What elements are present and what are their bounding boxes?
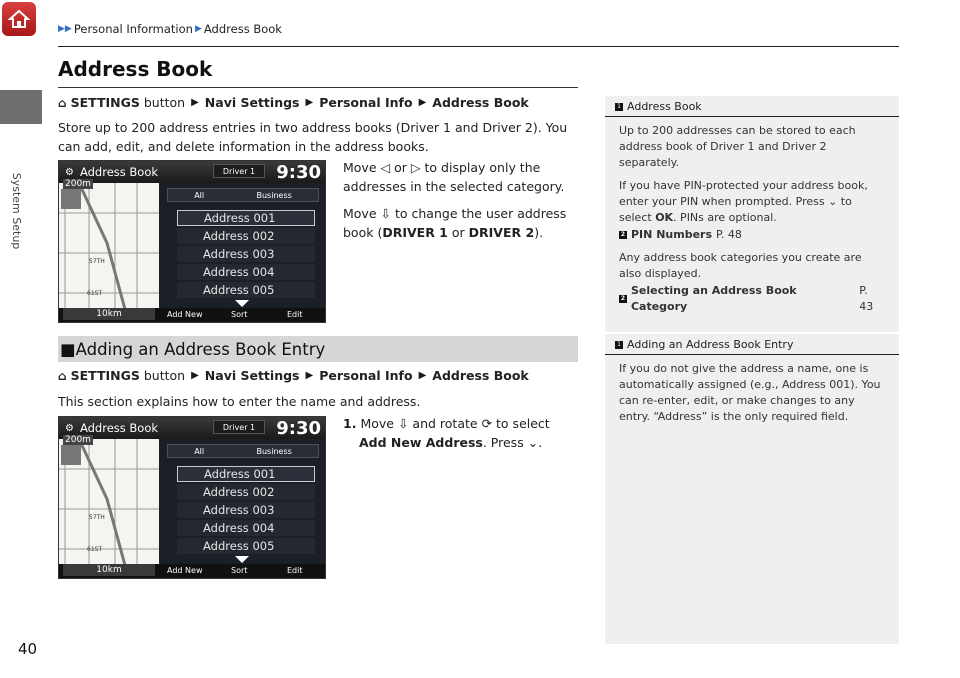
- screen-title: Address Book: [79, 165, 159, 179]
- path-arrow-icon: ▶: [418, 97, 427, 108]
- section-paragraph: This section explains how to enter the name and address.: [58, 394, 421, 409]
- cross-reference[interactable]: 2 PIN Numbers P. 48: [620, 228, 742, 241]
- gear-icon: ⚙: [65, 422, 74, 434]
- add-new-button[interactable]: Add New: [167, 566, 203, 575]
- joystick-icon: ⇩: [397, 416, 409, 431]
- list-item[interactable]: Address 005: [177, 538, 315, 554]
- path-step: Address Book: [432, 368, 529, 383]
- home-icon[interactable]: [2, 2, 36, 36]
- page-title: Address Book: [58, 57, 213, 81]
- sort-button[interactable]: Sort: [231, 566, 248, 575]
- path-arrow-icon: ▶: [191, 97, 199, 108]
- path-step: Navi Settings: [204, 368, 300, 383]
- screen-header: [59, 161, 325, 183]
- list-item[interactable]: Address 005: [177, 282, 315, 298]
- zoom-badge: 200m: [65, 435, 91, 445]
- chapter-tab: [0, 90, 42, 124]
- title-divider: [58, 87, 578, 88]
- tab-business[interactable]: Business: [256, 446, 292, 456]
- map-label: 57TH: [89, 258, 105, 265]
- sort-button[interactable]: Sort: [231, 310, 248, 319]
- tab-business[interactable]: Business: [256, 190, 292, 200]
- gear-icon: ⚙: [65, 166, 74, 178]
- list-item[interactable]: Address 003: [177, 502, 315, 518]
- address-list-panel: [159, 439, 326, 579]
- list-item[interactable]: Address 001: [177, 210, 315, 226]
- list-item[interactable]: Address 003: [177, 246, 315, 262]
- list-item[interactable]: Address 002: [177, 484, 315, 500]
- edit-button[interactable]: Edit: [287, 566, 303, 575]
- zoom-badge: 200m: [65, 179, 91, 189]
- path-arrow-icon: ▶: [418, 370, 427, 381]
- joystick-icon: ⇩: [380, 206, 391, 221]
- category-tabs[interactable]: [167, 444, 319, 458]
- home-button-icon: ⌂: [58, 368, 67, 383]
- section-bullet-icon: ■: [60, 339, 76, 359]
- tab-all[interactable]: All: [194, 190, 205, 200]
- ref-icon: 2: [620, 295, 626, 302]
- path-arrow-icon: ▶: [305, 370, 314, 381]
- section-header: [58, 336, 578, 362]
- header-divider: [58, 46, 899, 47]
- map-label: 61ST: [87, 290, 103, 297]
- address-list-panel: [159, 183, 326, 323]
- left-icon: ◁: [380, 160, 391, 175]
- right-icon: ▷: [410, 160, 421, 175]
- add-new-button[interactable]: Add New: [167, 310, 203, 319]
- edit-button[interactable]: Edit: [287, 310, 303, 319]
- clock: 9:30: [276, 162, 321, 183]
- instruction-1: Move ◁ or ▷ to display only the addresses in the selected category. Move ⇩ to change the user address book (DRIVER 1 or DRIVER 2).: [343, 160, 567, 240]
- list-item[interactable]: Address 004: [177, 264, 315, 280]
- list-item[interactable]: Address 004: [177, 520, 315, 536]
- map-scale: 10km: [63, 308, 155, 320]
- map-view: [59, 439, 159, 579]
- screen-toolbar: [59, 308, 325, 322]
- breadcrumb-item[interactable]: Address Book: [203, 22, 282, 36]
- note-text: Any address book categories you create are also displayed.: [619, 251, 862, 280]
- note-text: If you do not give the address a name, one is automatically assigned (e.g., Address 001). You can re-enter, edit, or make changes to any entry. “Address” is the only required field.: [619, 362, 881, 423]
- path-step: Personal Info: [319, 95, 413, 110]
- note-text: Up to 200 addresses can be stored to each address book of Driver 1 and Driver 2 separately.: [619, 124, 856, 169]
- section-title: Adding an Address Book Entry: [75, 339, 326, 359]
- scroll-down-icon[interactable]: [235, 556, 249, 563]
- map-label: 57TH: [89, 514, 105, 521]
- driver-badge: Driver 1: [213, 420, 265, 434]
- tab-all[interactable]: All: [194, 446, 205, 456]
- path-arrow-icon: ▶: [305, 97, 314, 108]
- menu-path: [58, 95, 529, 110]
- screen-header: [59, 417, 325, 439]
- map-label: 61ST: [87, 546, 103, 553]
- chapter-label: System Setup: [10, 172, 24, 250]
- cross-reference[interactable]: 2 Selecting an Address Book Category P. 43: [620, 284, 874, 313]
- map-view: [59, 183, 159, 323]
- list-item[interactable]: Address 001: [177, 466, 315, 482]
- menu-path: [58, 368, 529, 383]
- note-text: If you have PIN-protected your address book, enter your PIN when prompted. Press ⌄ to select OK. PINs are optional.: [619, 179, 868, 224]
- note-header: 1 Adding an Address Book Entry: [605, 334, 899, 355]
- nav-screenshot-2: [58, 416, 326, 579]
- driver-badge: Driver 1: [213, 164, 265, 178]
- step-1: 1. Move ⇩ and rotate ⟳ to select Add New Address. Press ⌄.: [343, 416, 550, 450]
- path-settings: SETTINGS: [70, 95, 140, 110]
- sidebar-note-adding-entry: [605, 334, 899, 644]
- scroll-down-icon[interactable]: [235, 300, 249, 307]
- note-header: 1 Address Book: [605, 96, 899, 117]
- path-step: Personal Info: [319, 368, 413, 383]
- path-arrow-icon: ▶: [191, 370, 199, 381]
- path-step: Address Book: [432, 95, 529, 110]
- path-button-word: button: [143, 95, 186, 110]
- note-icon: 1: [615, 341, 623, 349]
- note-icon: 1: [615, 103, 623, 111]
- clock: 9:30: [276, 418, 321, 439]
- screen-title: Address Book: [79, 421, 159, 435]
- path-button-word: button: [143, 368, 186, 383]
- sidebar-note-address-book: [605, 96, 899, 332]
- breadcrumb-arrow-icon: ▶▶: [58, 24, 72, 34]
- home-button-icon: ⌂: [58, 95, 67, 110]
- path-settings: SETTINGS: [70, 368, 140, 383]
- ref-icon: 2: [620, 231, 626, 238]
- breadcrumb-item[interactable]: Personal Information: [73, 22, 193, 36]
- nav-screenshot-1: [58, 160, 326, 323]
- list-item[interactable]: Address 002: [177, 228, 315, 244]
- category-tabs[interactable]: [167, 188, 319, 202]
- path-step: Navi Settings: [204, 95, 300, 110]
- map-scale: 10km: [63, 564, 155, 576]
- breadcrumb: [58, 22, 282, 36]
- enter-icon: ⌄: [828, 195, 838, 208]
- knob-icon: ⟳: [481, 416, 493, 431]
- screen-toolbar: [59, 564, 325, 578]
- page-number: 40: [18, 640, 38, 658]
- intro-paragraph: Store up to 200 address entries in two address books (Driver 1 and Driver 2). You can add, edit, and delete information in the address books.: [58, 120, 568, 154]
- enter-icon: ⌄: [527, 435, 539, 450]
- breadcrumb-arrow-icon: ▶: [194, 24, 202, 34]
